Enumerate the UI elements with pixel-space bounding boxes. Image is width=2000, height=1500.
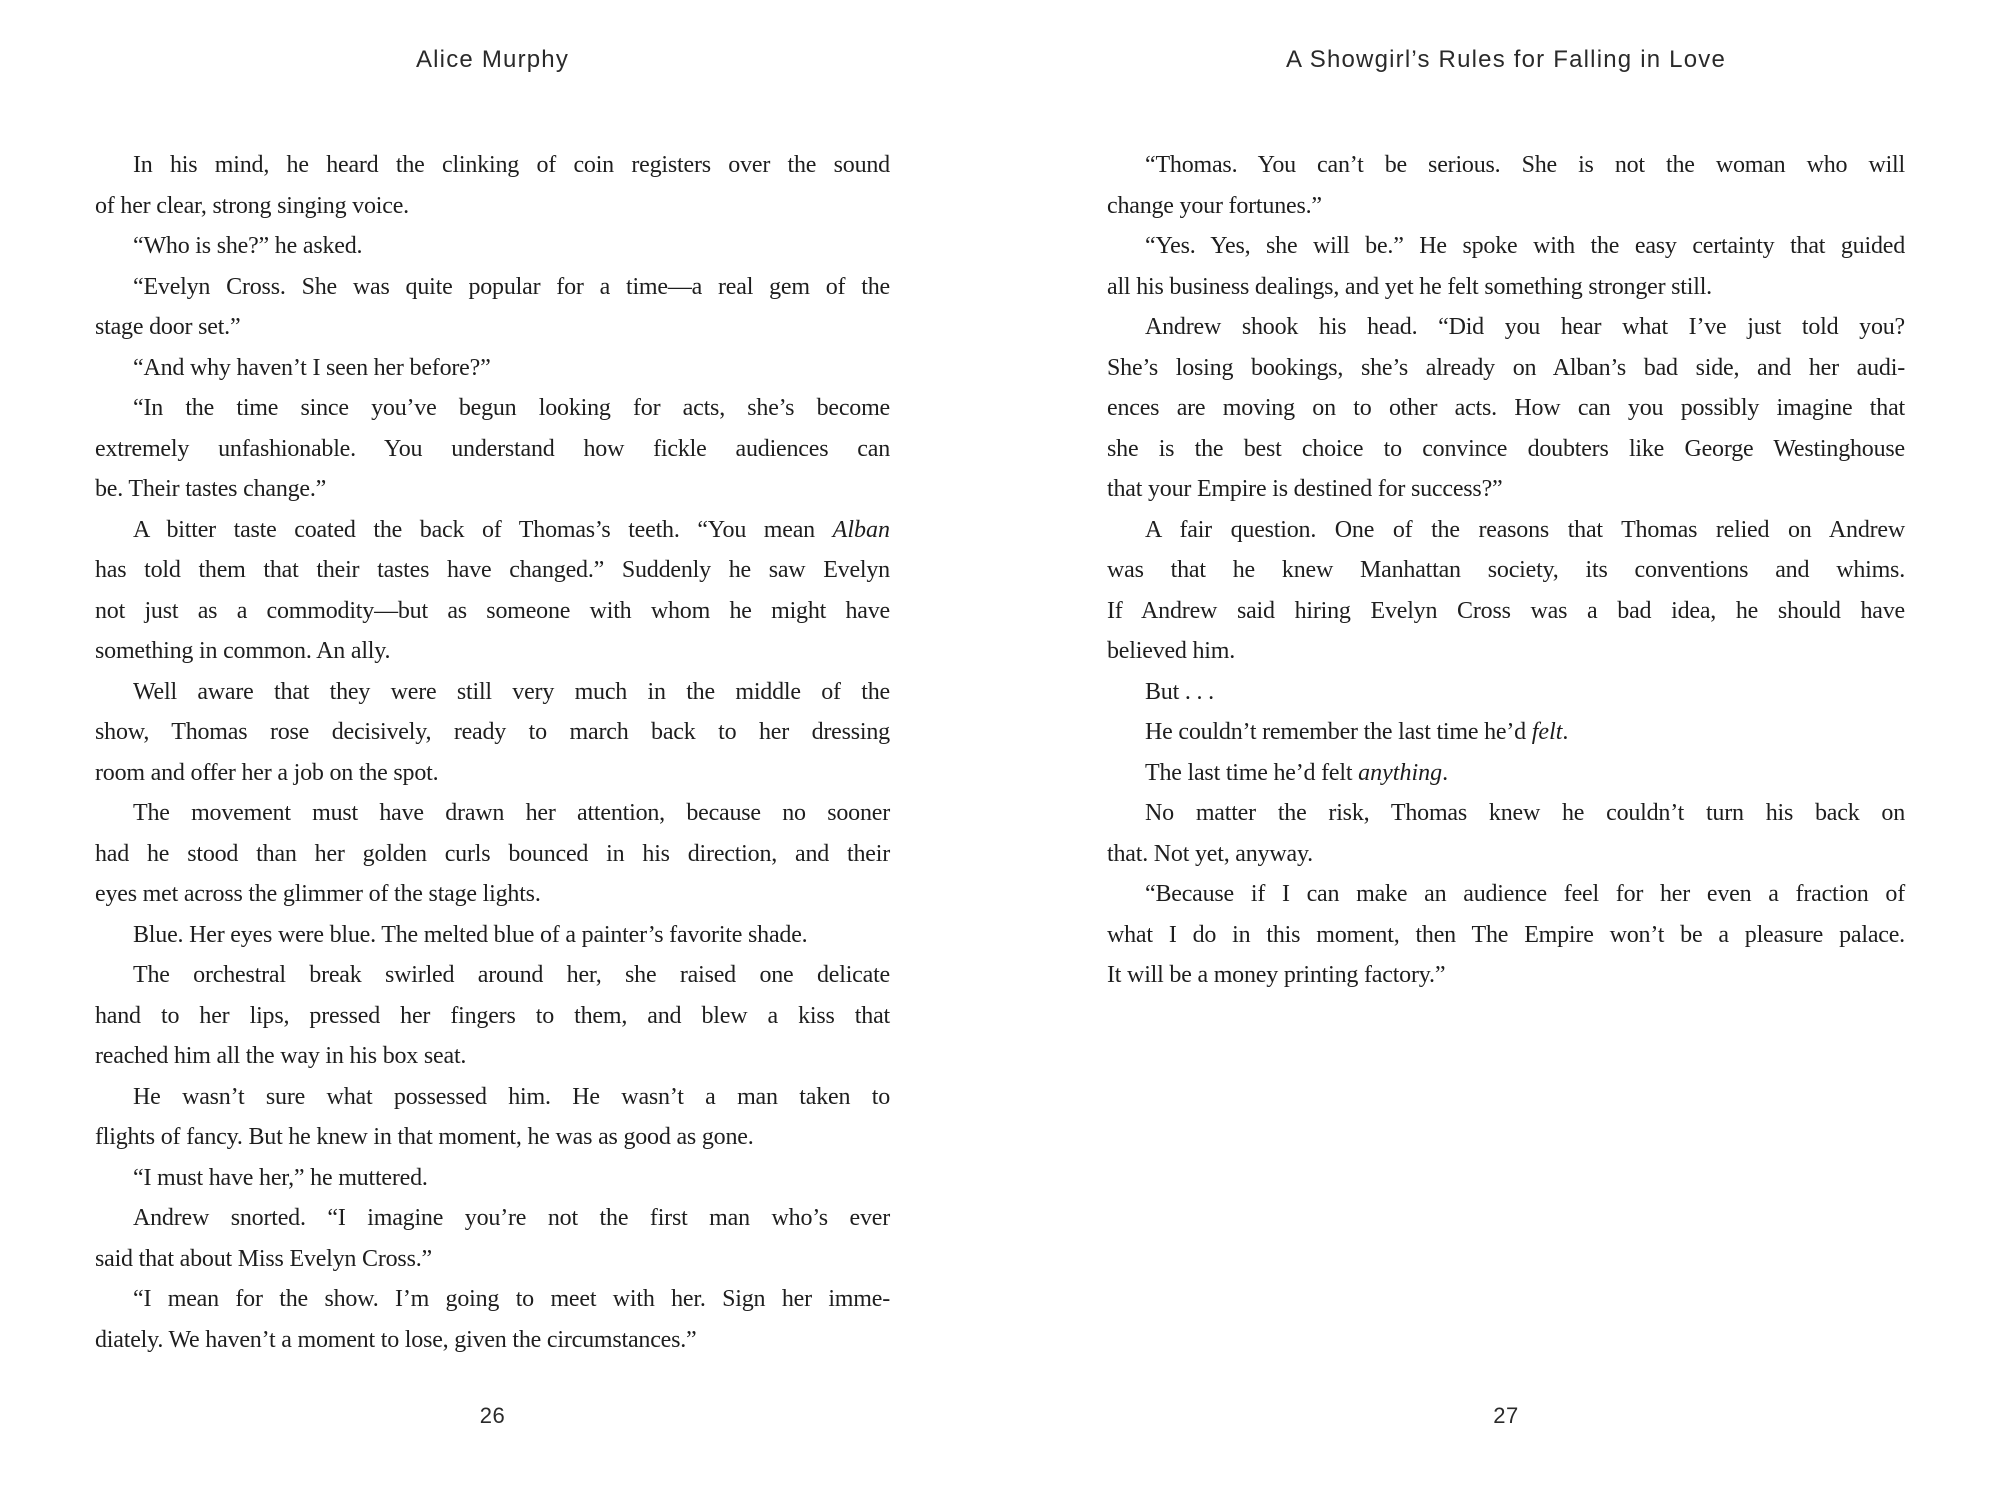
page-right <box>1107 0 1905 1500</box>
page-body-right <box>1107 145 1905 996</box>
text-line: Well aware that they were still very much in the middle of the <box>133 678 890 705</box>
text-line: all his business dealings, and yet he felt something stronger still. <box>1107 273 1712 300</box>
text-line: eyes met across the glimmer of the stage lights. <box>95 881 541 907</box>
paragraph <box>1107 510 1905 672</box>
text-line: show, Thomas rose decisively, ready to march back to her dressing <box>95 719 890 745</box>
text-line: reached him all the way in his box seat. <box>95 1043 467 1069</box>
text-line: He couldn’t remember the last time he’d felt. <box>1145 719 1569 745</box>
paragraph <box>1107 793 1905 874</box>
text-line: stage door set.” <box>95 314 241 340</box>
text-line: In his mind, he heard the clinking of coin registers over the sound <box>133 152 890 178</box>
text-line: has told them that their tastes have changed.” Suddenly he saw Evelyn <box>95 557 890 583</box>
paragraph <box>95 1279 890 1360</box>
text-line: something in common. An ally. <box>95 638 391 664</box>
text-line: Andrew shook his head. “Did you hear what I’ve just told you? <box>1145 314 1905 340</box>
text-line: extremely unfashionable. You understand how fickle audiences can <box>95 435 890 462</box>
text-line: “In the time since you’ve begun looking for acts, she’s become <box>133 395 890 421</box>
page-body-left <box>95 145 890 1360</box>
text-line: Andrew snorted. “I imagine you’re not the first man who’s ever <box>133 1205 890 1231</box>
paragraph <box>1107 672 1905 713</box>
text-line: change your fortunes.” <box>1107 192 1322 219</box>
paragraph <box>95 348 890 389</box>
text-line: “I must have her,” he muttered. <box>133 1164 428 1191</box>
text-line: The orchestral break swirled around her, she raised one delicate <box>133 962 890 988</box>
text-line: “I mean for the show. I’m going to meet with her. Sign her imme- <box>133 1286 890 1312</box>
text-line: “Evelyn Cross. She was quite popular for a time—a real gem of the <box>133 273 890 300</box>
text-line: “And why haven’t I seen her before?” <box>133 354 491 381</box>
text-line: He wasn’t sure what possessed him. He wasn’t a man taken to <box>133 1083 890 1110</box>
text-line: that your Empire is destined for success?” <box>1107 476 1503 502</box>
text-line: diately. We haven’t a moment to lose, given the circumstances.” <box>95 1326 697 1353</box>
text-line: “Who is she?” he asked. <box>133 233 363 259</box>
text-line: She’s losing bookings, she’s already on Alban’s bad side, and her audi- <box>1107 354 1905 381</box>
paragraph <box>1107 307 1905 510</box>
text-line: of her clear, strong singing voice. <box>95 192 409 219</box>
paragraph <box>1107 753 1905 794</box>
text-line: Blue. Her eyes were blue. The melted blue of a painter’s favorite shade. <box>133 921 808 948</box>
running-header-title: A Showgirl’s Rules for Falling in Love <box>1285 46 1727 73</box>
text-line: that. Not yet, anyway. <box>1107 840 1313 867</box>
text-line: she is the best choice to convince doubters like George Westinghouse <box>1107 435 1905 462</box>
text-line: It will be a money printing factory.” <box>1107 962 1446 988</box>
text-line: was that he knew Manhattan society, its conventions and whims. <box>1107 557 1905 583</box>
paragraph <box>95 226 890 267</box>
text-line: had he stood than her golden curls bounced in his direction, and their <box>95 840 890 867</box>
text-line: be. Their tastes change.” <box>95 476 327 502</box>
text-line: No matter the risk, Thomas knew he couldn’t turn his back on <box>1145 800 1905 826</box>
text-line: believed him. <box>1107 638 1236 664</box>
text-line: room and offer her a job on the spot. <box>95 759 439 786</box>
paragraph <box>95 145 890 226</box>
paragraph <box>95 793 890 915</box>
text-line: If Andrew said hiring Evelyn Cross was a bad idea, he should have <box>1107 597 1905 624</box>
paragraph <box>95 388 890 510</box>
text-line: what I do in this moment, then The Empire won’t be a pleasure palace. <box>1107 921 1905 948</box>
text-line: hand to her lips, pressed her fingers to them, and blew a kiss that <box>95 1002 890 1029</box>
paragraph <box>1107 874 1905 996</box>
paragraph <box>95 267 890 348</box>
text-line: “Thomas. You can’t be serious. She is not the woman who will <box>1145 152 1905 178</box>
paragraph <box>1107 226 1905 307</box>
running-header-author: Alice Murphy <box>415 46 570 73</box>
paragraph <box>95 510 890 672</box>
paragraph <box>1107 712 1905 753</box>
paragraph <box>95 1198 890 1279</box>
paragraph <box>1107 145 1905 226</box>
text-line: flights of fancy. But he knew in that moment, he was as good as gone. <box>95 1124 754 1150</box>
text-line: ences are moving on to other acts. How can you possibly imagine that <box>1107 395 1905 421</box>
text-line: A bitter taste coated the back of Thomas’s teeth. “You mean Alban <box>133 516 890 543</box>
page-number-left: 26 <box>479 1403 506 1428</box>
page-left <box>95 0 890 1500</box>
paragraph <box>95 955 890 1077</box>
paragraph <box>95 1077 890 1158</box>
text-line: “Yes. Yes, she will be.” He spoke with the easy certainty that guided <box>1145 233 1905 259</box>
page-number-right: 27 <box>1493 1403 1519 1428</box>
text-line: said that about Miss Evelyn Cross.” <box>95 1245 432 1272</box>
text-line: “Because if I can make an audience feel for her even a fraction of <box>1145 881 1905 907</box>
text-line: The last time he’d felt anything. <box>1145 759 1448 786</box>
text-line: not just as a commodity—but as someone with whom he might have <box>95 597 890 624</box>
text-line: A fair question. One of the reasons that Thomas relied on Andrew <box>1145 516 1905 543</box>
paragraph <box>95 1158 890 1199</box>
text-line: The movement must have drawn her attention, because no sooner <box>133 800 890 826</box>
paragraph <box>95 672 890 794</box>
text-line: But . . . <box>1145 678 1214 705</box>
paragraph <box>95 915 890 956</box>
